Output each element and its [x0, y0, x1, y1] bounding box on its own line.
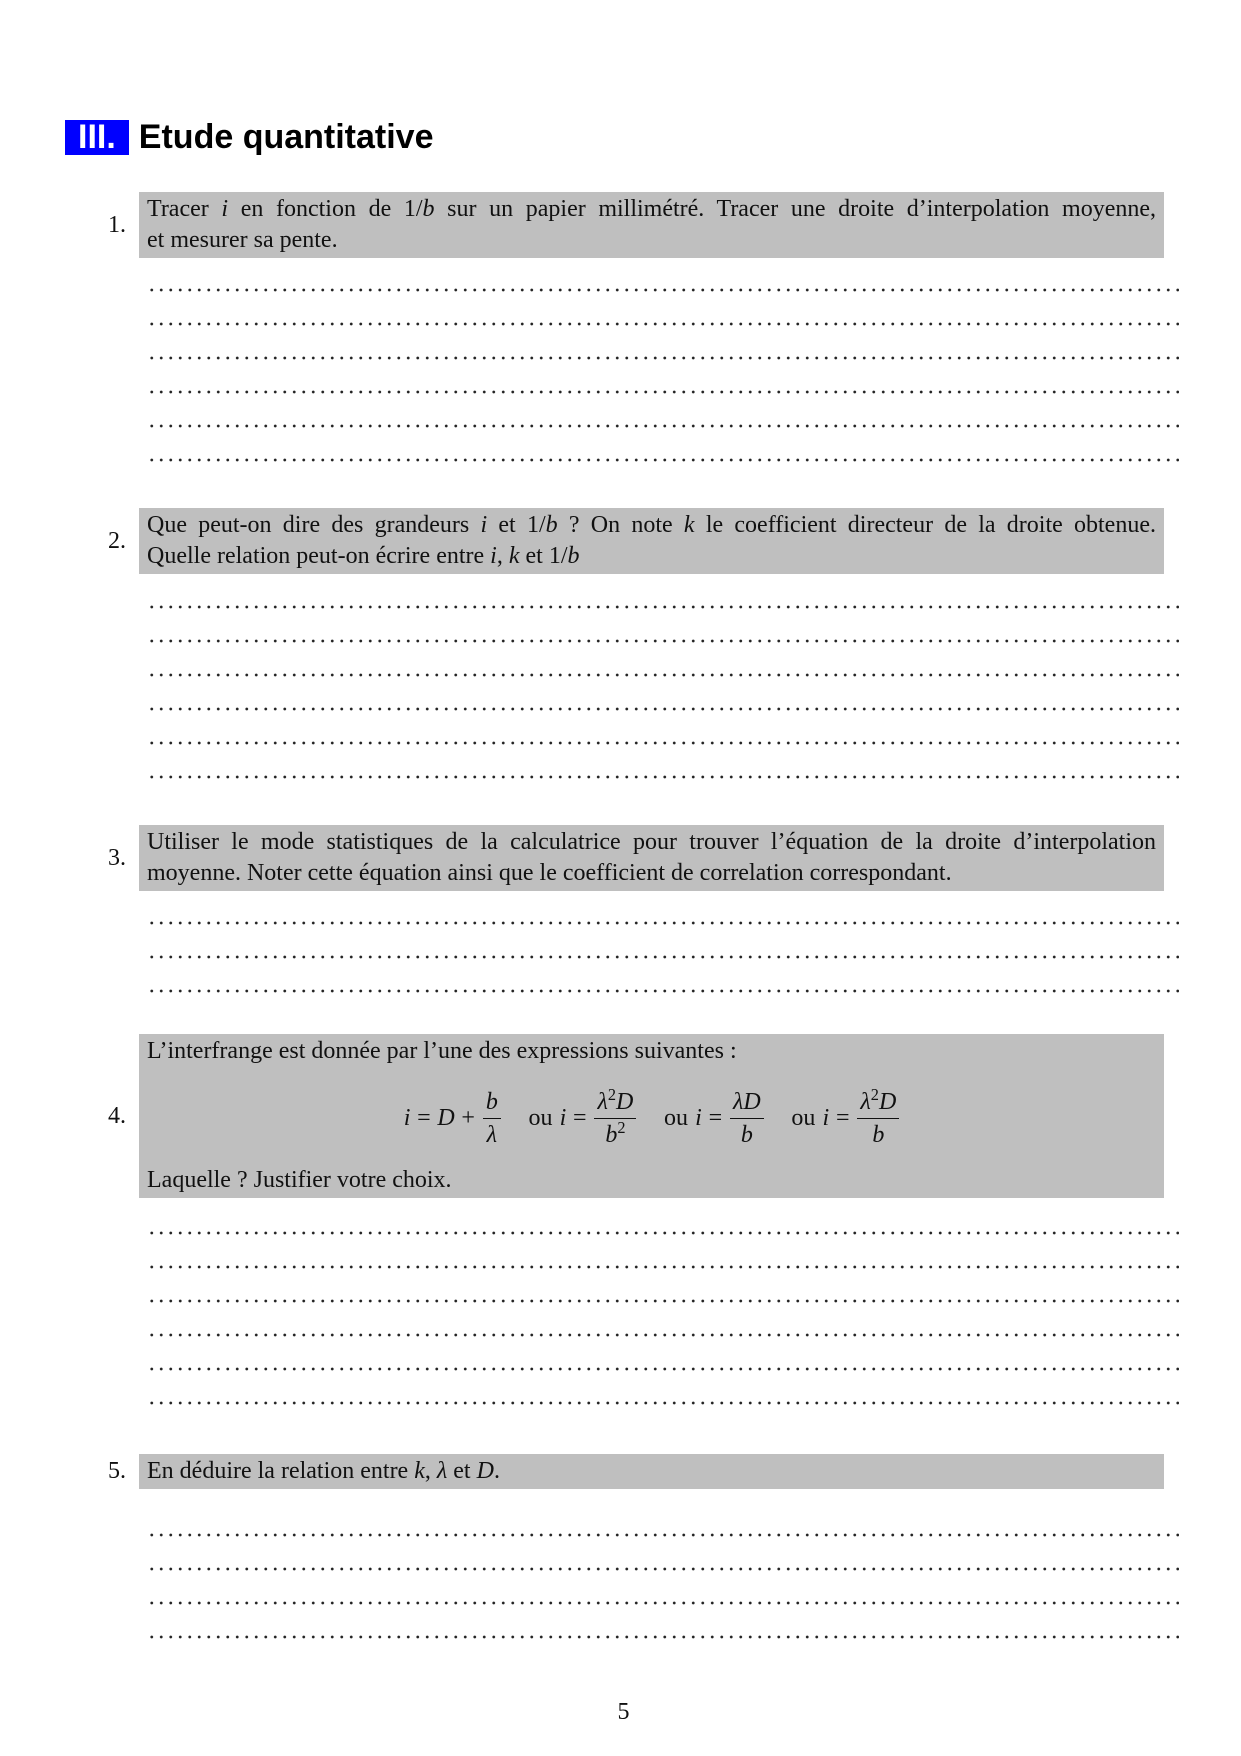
dotted-answer-line: [147, 1601, 1179, 1605]
dotted-answer-line: [147, 605, 1179, 609]
fraction: [483, 1089, 501, 1148]
math-operator: =: [417, 1105, 431, 1131]
fraction-numerator: [594, 1084, 636, 1119]
fraction-numerator: [730, 1089, 764, 1119]
question-number: 5.: [108, 1458, 126, 1484]
dotted-answer-line: [147, 1265, 1179, 1269]
expression-connector: ou: [528, 1105, 553, 1131]
math-variable: D: [437, 1105, 455, 1131]
text-run: ? On note: [557, 512, 684, 538]
math-variable: λ: [733, 1088, 744, 1115]
expression-option: [404, 1089, 501, 1148]
text-run: Quelle relation peut-on écrire entre: [147, 543, 491, 569]
math-operator: =: [708, 1105, 723, 1131]
math-variable: b: [872, 1121, 885, 1148]
fraction-denominator: [730, 1119, 764, 1148]
math-variable: i: [403, 1105, 411, 1131]
math-variable: b: [485, 1088, 498, 1115]
dotted-answer-line: [147, 1401, 1179, 1405]
question-3: [100, 825, 1164, 891]
expression-option: [764, 1084, 900, 1148]
question-4: [100, 1034, 1164, 1198]
dotted-answer-line: [147, 1299, 1179, 1303]
question-prompt-box: [139, 508, 1164, 574]
math-variable: i: [221, 196, 229, 222]
dotted-answer-line: [147, 989, 1179, 993]
question-number: 2.: [108, 527, 126, 554]
dotted-answer-line: [147, 639, 1179, 643]
dotted-answer-line: [147, 707, 1179, 711]
math-superscript: 2: [607, 1084, 617, 1104]
math-variable: k: [683, 512, 695, 538]
dotted-answer-line: [147, 1533, 1179, 1537]
question-prompt-box: [139, 1454, 1164, 1489]
math-variable: i: [822, 1105, 830, 1131]
text-run: et 1/: [519, 543, 568, 569]
prompt-line: [147, 1165, 1156, 1196]
answer-lines: [147, 921, 1179, 993]
answer-lines: [147, 1231, 1179, 1405]
expression-lhs: [560, 1105, 594, 1131]
dotted-answer-line: [147, 288, 1179, 292]
page-number: 5: [617, 1699, 630, 1725]
fraction-denominator: [594, 1119, 636, 1148]
prompt-line: [147, 1456, 1156, 1487]
fraction-numerator: [483, 1089, 501, 1119]
text-run: L’interfrange est donnée par l’une des expressions suivantes :: [147, 1038, 737, 1064]
fraction-numerator: [857, 1084, 899, 1119]
dotted-answer-line: [147, 1367, 1179, 1371]
fraction: [594, 1084, 636, 1148]
math-variable: i: [480, 512, 488, 538]
math-superscript: 2: [617, 1117, 626, 1137]
fraction-denominator: [857, 1119, 899, 1148]
math-variable: D: [878, 1088, 897, 1115]
expression-connector: ou: [791, 1105, 816, 1131]
math-variable: λ: [597, 1088, 608, 1115]
dotted-answer-line: [147, 458, 1179, 462]
answer-lines: [147, 288, 1179, 462]
dotted-answer-line: [147, 390, 1179, 394]
math-variable: b: [422, 196, 435, 222]
dotted-answer-line: [147, 1231, 1179, 1235]
section-number-badge: III.: [65, 120, 129, 155]
question-prompt-box: [139, 192, 1164, 258]
prompt-line: [147, 827, 1156, 858]
question-5: [100, 1454, 1164, 1489]
question-1: [100, 192, 1164, 258]
math-variable: D: [616, 1088, 634, 1115]
text-run: sur un papier millimétré. Tracer une droite d’interpolation moyenne,: [434, 196, 1157, 222]
fraction: [857, 1084, 899, 1148]
math-variable: D: [743, 1088, 761, 1115]
dotted-answer-line: [147, 921, 1179, 925]
expression-list: [147, 1067, 1156, 1165]
text-run: moyenne. Noter cette équation ainsi que le coefficient de correlation correspondant.: [147, 860, 952, 886]
expression-option: [636, 1089, 763, 1148]
answer-lines: [147, 605, 1179, 779]
math-variable: i: [695, 1105, 702, 1131]
fraction-denominator: [483, 1119, 501, 1148]
text-run: ,: [424, 1458, 437, 1484]
dotted-answer-line: [147, 955, 1179, 959]
dotted-answer-line: [147, 322, 1179, 326]
question-prompt-box: [139, 825, 1164, 891]
math-operator: =: [835, 1105, 850, 1131]
expression-lhs: [404, 1105, 482, 1131]
math-variable: b: [567, 543, 580, 569]
math-operator: =: [573, 1105, 587, 1131]
text-run: Que peut-on dire des grandeurs: [147, 512, 481, 538]
prompt-line: [147, 225, 1156, 256]
expression-lhs: [695, 1105, 729, 1131]
math-variable: λ: [436, 1458, 448, 1484]
math-variable: b: [545, 512, 558, 538]
dotted-answer-line: [147, 424, 1179, 428]
math-variable: b: [605, 1121, 618, 1148]
dotted-answer-line: [147, 673, 1179, 677]
math-variable: k: [508, 543, 520, 569]
math-operator: +: [461, 1105, 475, 1131]
expression-connector: ou: [663, 1105, 688, 1131]
math-variable: b: [740, 1121, 753, 1148]
math-superscript: 2: [870, 1084, 879, 1104]
question-number: 4.: [108, 1102, 126, 1129]
text-run: En déduire la relation entre: [147, 1458, 415, 1484]
text-run: Tracer: [147, 196, 222, 222]
dotted-answer-line: [147, 741, 1179, 745]
dotted-answer-line: [147, 1635, 1179, 1639]
question-2: [100, 508, 1164, 574]
fraction: [730, 1089, 764, 1148]
answer-lines: [147, 1533, 1179, 1639]
text-run: .: [493, 1458, 500, 1484]
math-variable: i: [559, 1105, 567, 1131]
expression-lhs: [823, 1105, 857, 1131]
text-run: et: [447, 1458, 477, 1484]
question-prompt-box: [139, 1034, 1164, 1198]
dotted-answer-line: [147, 775, 1179, 779]
question-number: 3.: [108, 844, 126, 871]
text-run: le coefficient directeur de la droite obtenue.: [694, 512, 1156, 538]
math-variable: k: [414, 1458, 425, 1484]
text-run: Laquelle ? Justifier votre choix.: [147, 1167, 452, 1193]
text-run: ,: [496, 543, 509, 569]
prompt-line: [147, 858, 1156, 889]
section-title: Etude quantitative: [138, 118, 434, 156]
math-variable: λ: [860, 1088, 871, 1115]
math-variable: i: [490, 543, 497, 569]
dotted-answer-line: [147, 1333, 1179, 1337]
expression-option: [501, 1084, 637, 1148]
text-run: et mesurer sa pente.: [147, 227, 338, 253]
section-heading: [65, 120, 434, 155]
prompt-line: [147, 194, 1156, 225]
dotted-answer-line: [147, 1567, 1179, 1571]
text-run: en fonction de 1/: [228, 196, 423, 222]
prompt-line: [147, 541, 1156, 572]
math-variable: λ: [486, 1121, 498, 1148]
text-run: Utiliser le mode statistiques de la calculatrice pour trouver l’équation de la droite d’interpolation: [147, 829, 1156, 855]
dotted-answer-line: [147, 356, 1179, 360]
text-run: et 1/: [487, 512, 546, 538]
prompt-line: [147, 1036, 1156, 1067]
question-number: 1.: [108, 211, 126, 238]
prompt-line: [147, 510, 1156, 541]
math-variable: D: [476, 1458, 494, 1484]
